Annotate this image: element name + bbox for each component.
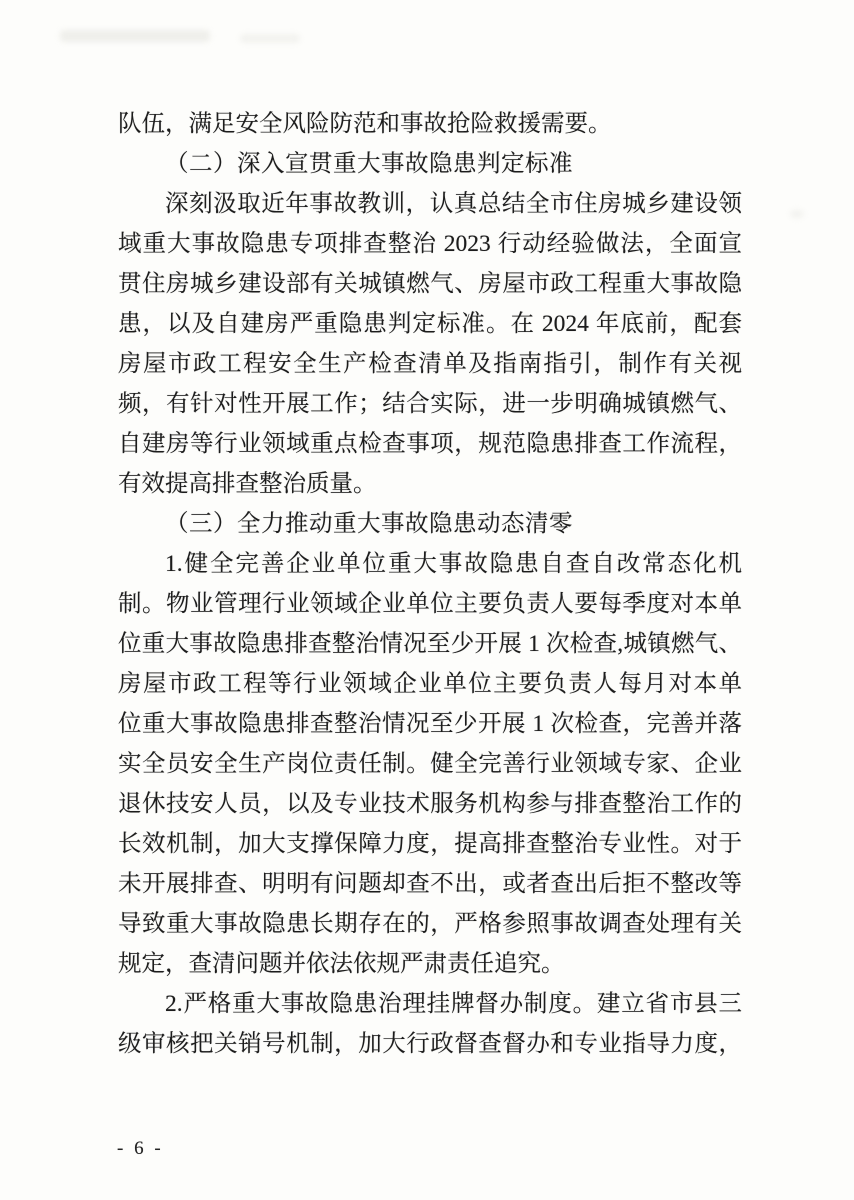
scan-artifact xyxy=(60,30,210,42)
text-line: 导致重大事故隐患长期存在的，严格参照事故调查处理有关 xyxy=(118,911,742,937)
scan-artifact xyxy=(240,34,300,43)
text-line: 规定，查清问题并依法依规严肃责任追究。 xyxy=(118,951,565,977)
section-heading: （三）全力推动重大事故隐患动态清零 xyxy=(165,511,573,537)
document-body xyxy=(118,104,742,1064)
text-line: 2.严格重大事故隐患治理挂牌督办制度。建立省市县三 xyxy=(165,991,742,1017)
page-number: - 6 - xyxy=(117,1138,164,1159)
text-line: 未开展排查、明明有问题却查不出，或者查出后拒不整改等 xyxy=(118,871,742,897)
text-line: 贯住房城乡建设部有关城镇燃气、房屋市政工程重大事故隐 xyxy=(118,271,742,297)
section-heading: （二）深入宣贯重大事故隐患判定标准 xyxy=(165,151,573,177)
text-line: 级审核把关销号机制，加大行政督查督办和专业指导力度， xyxy=(118,1031,742,1057)
text-line: 位重大事故隐患排查整治情况至少开展 1 次检查,城镇燃气、 xyxy=(118,631,742,657)
text-line: 患，以及自建房严重隐患判定标准。在 2024 年底前，配套 xyxy=(118,311,742,337)
text-line: 1.健全完善企业单位重大事故隐患自查自改常态化机 xyxy=(165,551,742,577)
text-line: 房屋市政工程安全生产检查清单及指南指引，制作有关视 xyxy=(118,351,742,377)
text-line: 有效提高排查整治质量。 xyxy=(118,471,377,497)
text-line: 队伍，满足安全风险防范和事故抢险救援需要。 xyxy=(118,111,612,137)
text-line: 实全员安全生产岗位责任制。健全完善行业领域专家、企业 xyxy=(118,751,742,777)
text-line: 长效机制，加大支撑保障力度，提高排查整治专业性。对于 xyxy=(118,831,742,857)
scan-artifact xyxy=(790,210,804,218)
text-line: 域重大事故隐患专项排查整治 2023 行动经验做法，全面宣 xyxy=(118,231,742,257)
text-line: 位重大事故隐患排查整治情况至少开展 1 次检查，完善并落 xyxy=(118,711,742,737)
text-line: 退休技安人员，以及专业技术服务机构参与排查整治工作的 xyxy=(118,791,742,817)
text-line: 自建房等行业领域重点检查事项，规范隐患排查工作流程， xyxy=(118,431,742,457)
text-line: 房屋市政工程等行业领域企业单位主要负责人每月对本单 xyxy=(118,671,742,697)
text-line: 制。物业管理行业领域企业单位主要负责人要每季度对本单 xyxy=(118,591,742,617)
text-line: 频，有针对性开展工作；结合实际，进一步明确城镇燃气、 xyxy=(118,391,742,417)
text-line: 深刻汲取近年事故教训，认真总结全市住房城乡建设领 xyxy=(165,191,742,217)
